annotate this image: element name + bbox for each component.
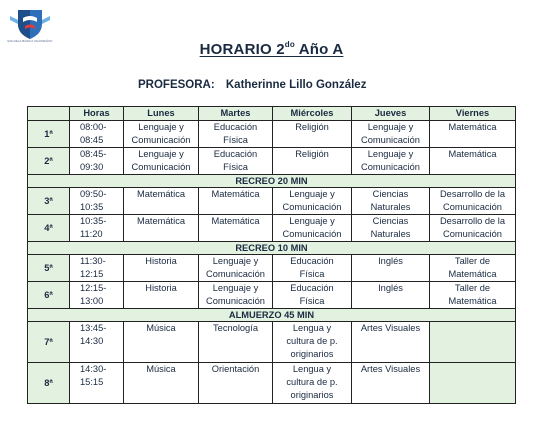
cell-text: Lenguaje y xyxy=(138,149,184,159)
cell-text: cultura de p. xyxy=(286,336,338,346)
cell-text: Educación xyxy=(213,122,258,132)
cell-text: Lenguaje y xyxy=(289,216,335,226)
subject-cell xyxy=(430,322,516,363)
schedule-body xyxy=(28,121,516,404)
cell-text: Religión xyxy=(295,149,329,159)
subject-cell xyxy=(199,121,273,148)
period-time xyxy=(70,188,124,215)
cell-text: 09:30 xyxy=(80,162,104,172)
cell-text: Lenguaje y xyxy=(212,283,259,293)
subject-cell xyxy=(273,282,352,309)
cell-text: Lenguaje y xyxy=(138,122,184,132)
period-row xyxy=(28,121,516,148)
subject-cell xyxy=(199,255,273,282)
cell-text: Lenguaje y xyxy=(212,256,259,266)
cell-text: Lenguaje y xyxy=(367,122,414,132)
subject-cell xyxy=(352,282,430,309)
cell-text: Religión xyxy=(295,122,329,132)
subject-cell xyxy=(124,255,199,282)
column-header xyxy=(28,107,70,121)
period-row xyxy=(28,188,516,215)
cell-text: 08:00- xyxy=(80,122,107,132)
subject-cell xyxy=(124,188,199,215)
cell-text: Taller de xyxy=(454,256,491,266)
cell-text: Comunicación xyxy=(361,135,420,145)
cell-text: 10:35- xyxy=(80,216,107,226)
schedule-table xyxy=(27,106,516,404)
subject-cell xyxy=(273,363,352,404)
cell-text: Física xyxy=(223,135,248,145)
column-header: Martes xyxy=(199,107,273,121)
period-row xyxy=(28,322,516,363)
subject-cell xyxy=(352,363,430,404)
period-row xyxy=(28,363,516,404)
subject-cell xyxy=(199,322,273,363)
subject-cell xyxy=(273,215,352,242)
period-time xyxy=(70,215,124,242)
cell-text: Lenguaje y xyxy=(289,189,335,199)
cell-text: 14:30- xyxy=(80,364,107,374)
subject-cell xyxy=(273,255,352,282)
cell-text: Tecnología xyxy=(213,323,258,333)
period-time xyxy=(70,363,124,404)
column-header: Horas xyxy=(70,107,124,121)
period-number: 8ª xyxy=(28,363,70,404)
cell-text: originarios xyxy=(290,349,334,359)
cell-text: Inglés xyxy=(378,283,403,293)
subject-cell xyxy=(124,282,199,309)
cell-text: Taller de xyxy=(454,283,491,293)
subject-cell xyxy=(124,322,199,363)
subject-cell xyxy=(352,121,430,148)
cell-text: 12:15 xyxy=(80,269,104,279)
cell-text: Matemática xyxy=(448,149,497,159)
subject-cell xyxy=(124,121,199,148)
subject-cell xyxy=(430,282,516,309)
period-number: 6ª xyxy=(28,282,70,309)
cell-text: Matemática xyxy=(136,189,186,199)
cell-text: Artes Visuales xyxy=(360,323,421,333)
break-label: RECREO 20 MIN xyxy=(28,175,516,188)
school-logo-icon xyxy=(8,8,52,40)
subject-cell xyxy=(199,282,273,309)
cell-text: Ciencias xyxy=(372,216,409,226)
cell-text: 13:45- xyxy=(80,323,107,333)
subject-cell xyxy=(352,215,430,242)
period-row xyxy=(28,282,516,309)
subject-cell xyxy=(273,148,352,175)
period-number: 4ª xyxy=(28,215,70,242)
period-number: 5ª xyxy=(28,255,70,282)
cell-text: Música xyxy=(146,364,176,374)
break-label: RECREO 10 MIN xyxy=(28,242,516,255)
cell-text: Comunicación xyxy=(282,202,342,212)
cell-text: Comunicación xyxy=(443,202,502,212)
column-header: Miércoles xyxy=(273,107,352,121)
column-header: Viernes xyxy=(430,107,516,121)
cell-text: Artes Visuales xyxy=(360,364,421,374)
teacher-line xyxy=(138,79,366,91)
cell-text: Desarrollo de la xyxy=(439,189,506,199)
period-number: 2ª xyxy=(28,148,70,175)
subject-cell xyxy=(430,255,516,282)
period-row xyxy=(28,255,516,282)
cell-text: 11:30- xyxy=(80,256,106,266)
cell-text: 11:20 xyxy=(80,229,103,239)
subject-cell xyxy=(199,148,273,175)
period-time xyxy=(70,255,124,282)
cell-text: Física xyxy=(223,162,248,172)
cell-text: Historia xyxy=(145,283,177,293)
cell-text: 08:45- xyxy=(80,149,107,159)
cell-text: Matemática xyxy=(211,216,260,226)
cell-text: Ciencias xyxy=(372,189,409,199)
cell-text: Física xyxy=(299,296,325,306)
cell-text: Matemática xyxy=(448,269,497,279)
cell-text: Comunicación xyxy=(443,229,502,239)
cell-text: Matemática xyxy=(136,216,186,226)
subject-cell xyxy=(273,188,352,215)
cell-text: cultura de p. xyxy=(286,377,338,387)
break-row xyxy=(28,309,516,322)
period-number: 7ª xyxy=(28,322,70,363)
page-title: HORARIO $2^{do}$ Año A xyxy=(199,40,344,58)
period-number: 3ª xyxy=(28,188,70,215)
subject-cell xyxy=(430,188,516,215)
period-time xyxy=(70,282,124,309)
period-time xyxy=(70,322,124,363)
subject-cell xyxy=(199,188,273,215)
cell-text: Matemática xyxy=(211,189,260,199)
cell-text: 14:30 xyxy=(80,336,104,346)
subject-cell xyxy=(430,148,516,175)
cell-text: Lenguaje y xyxy=(367,149,414,159)
cell-text: Lengua y xyxy=(292,323,332,333)
break-row xyxy=(28,242,516,255)
teacher-name: Katherinne Lillo González xyxy=(225,79,367,91)
subject-cell xyxy=(124,363,199,404)
subject-cell xyxy=(124,215,199,242)
cell-text: 08:45 xyxy=(80,135,104,145)
cell-text: Matemática xyxy=(448,296,497,306)
cell-text: Comunicación xyxy=(206,269,265,279)
cell-text: originarios xyxy=(290,390,334,400)
subject-cell xyxy=(352,148,430,175)
cell-text: Comunicación xyxy=(206,296,265,306)
cell-text: Inglés xyxy=(378,256,403,266)
cell-text: Historia xyxy=(145,256,177,266)
cell-text: Desarrollo de la xyxy=(439,216,506,226)
cell-text: 10:35 xyxy=(80,202,104,212)
cell-text: Física xyxy=(299,269,325,279)
break-label: ALMUERZO 45 MIN xyxy=(28,309,516,322)
cell-text: Orientación xyxy=(211,364,260,374)
cell-text: Educación xyxy=(290,283,334,293)
cell-text: Educación xyxy=(213,149,258,159)
cell-text: Comunicación xyxy=(131,162,191,172)
column-header: Jueves xyxy=(352,107,430,121)
subject-cell xyxy=(273,121,352,148)
subject-cell xyxy=(352,188,430,215)
subject-cell xyxy=(430,215,516,242)
cell-text: 09:50- xyxy=(80,189,107,199)
subject-cell xyxy=(352,255,430,282)
cell-text: Comunicación xyxy=(131,135,191,145)
subject-cell xyxy=(199,363,273,404)
period-number: 1ª xyxy=(28,121,70,148)
cell-text: Música xyxy=(146,323,176,333)
period-row xyxy=(28,148,516,175)
teacher-label: PROFESORA: xyxy=(138,79,215,91)
column-header: Lunes xyxy=(124,107,199,121)
cell-text: 13:00 xyxy=(80,296,104,306)
cell-text: Matemática xyxy=(448,122,497,132)
cell-text: Naturales xyxy=(370,229,411,239)
logo-caption: ESCUELA BÁSICA VALPARAÍSO xyxy=(7,39,53,43)
cell-text: 15:15 xyxy=(80,377,104,387)
subject-cell xyxy=(273,322,352,363)
period-row xyxy=(28,215,516,242)
subject-cell xyxy=(352,322,430,363)
subject-cell xyxy=(430,363,516,404)
cell-text: Comunicación xyxy=(361,162,420,172)
period-time xyxy=(70,148,124,175)
cell-text: Lengua y xyxy=(292,364,332,374)
subject-cell xyxy=(430,121,516,148)
cell-text: Educación xyxy=(290,256,334,266)
period-time xyxy=(70,121,124,148)
subject-cell xyxy=(124,148,199,175)
cell-text: 12:15- xyxy=(80,283,107,293)
subject-cell xyxy=(199,215,273,242)
break-row xyxy=(28,175,516,188)
cell-text: Naturales xyxy=(370,202,411,212)
header-row xyxy=(28,107,516,121)
cell-text: Comunicación xyxy=(282,229,342,239)
